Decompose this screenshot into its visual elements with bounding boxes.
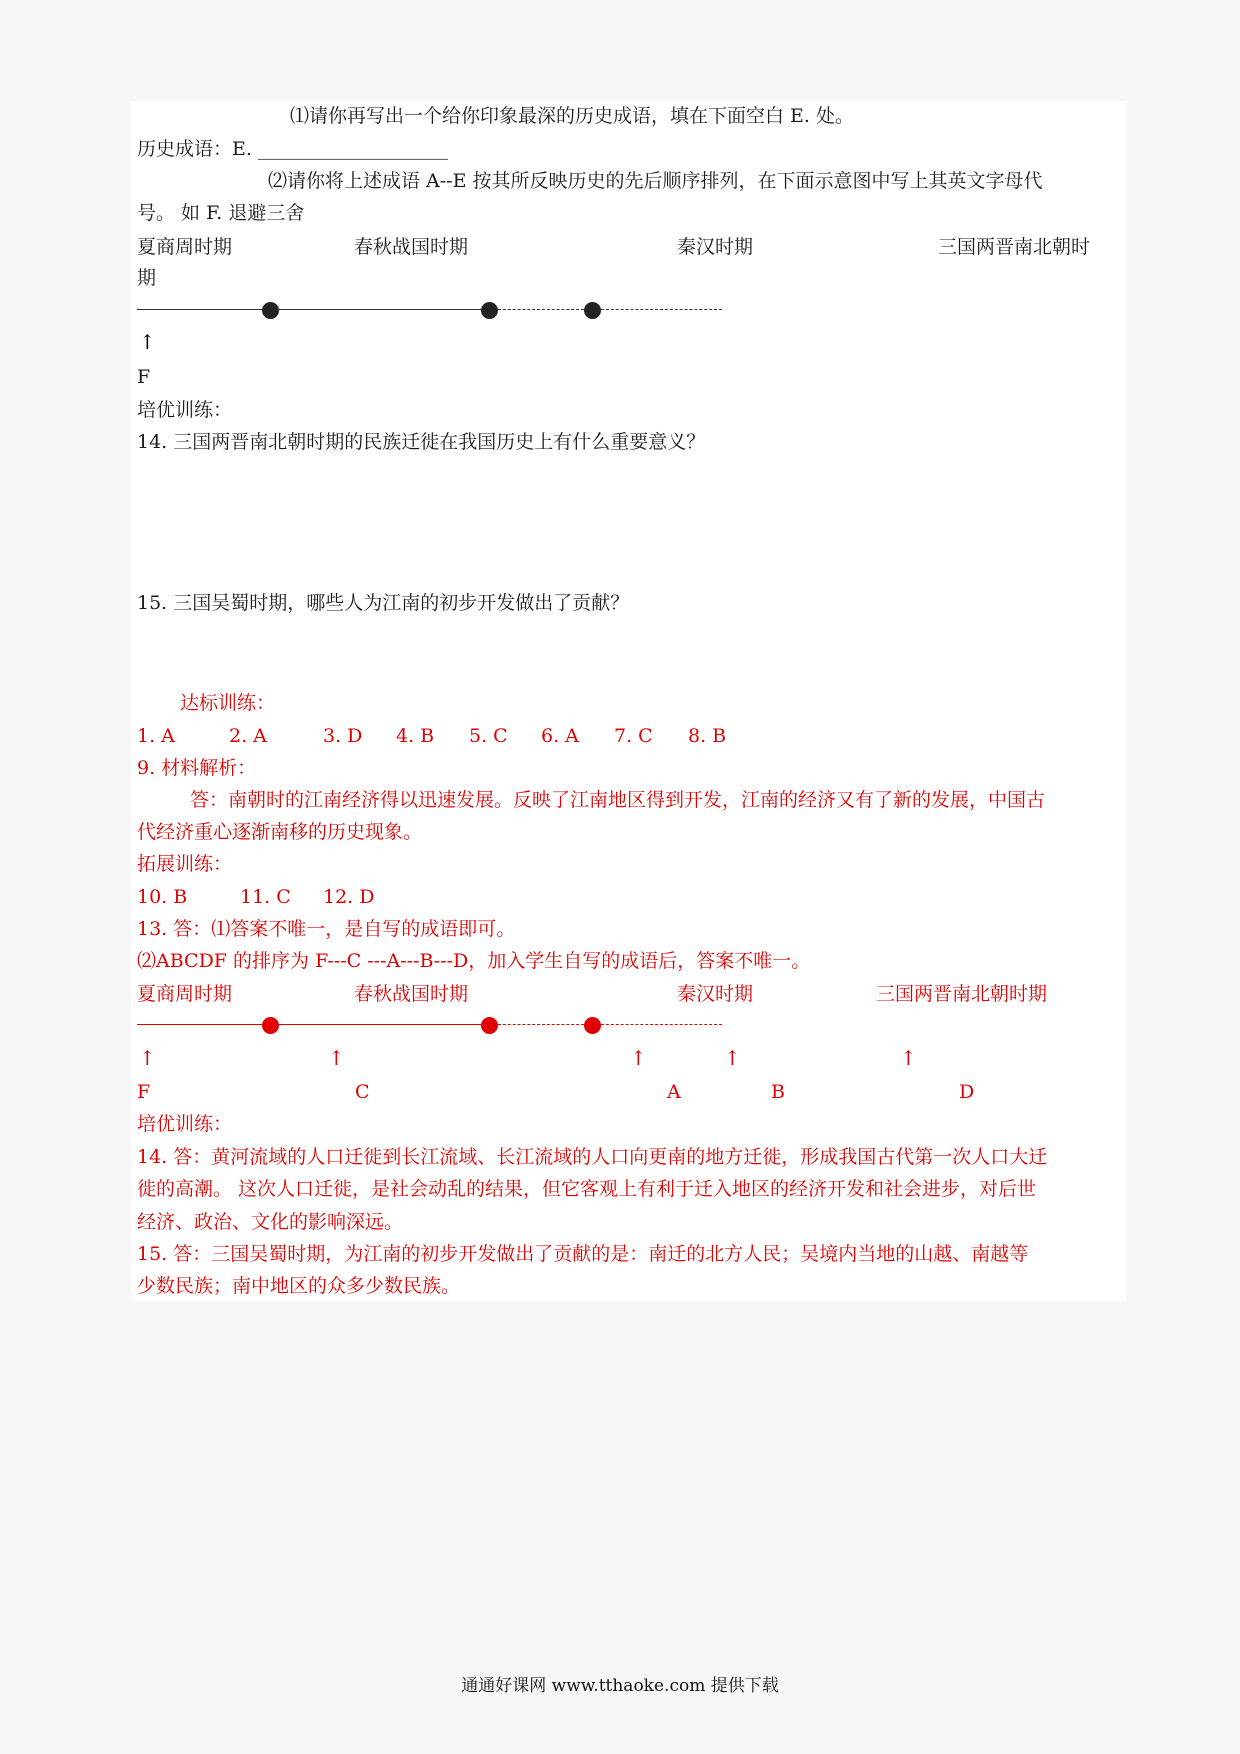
period-wrap: 期 [137,267,157,289]
timeline-segment [137,309,262,310]
mc-answer: 7. C [614,725,653,747]
answer-letter: D [959,1081,975,1103]
answer-q9-title: 9. 材料解析： [137,757,257,779]
timeline-dot [262,302,279,319]
period-sanguo: 三国两晋南北朝时 [938,236,1091,258]
mc-answer: 1. A [137,725,175,747]
mc-answer: 2. A [229,725,267,747]
arrow-up-icon: ↑ [139,1046,156,1070]
timeline-dot [481,302,498,319]
answer-tuozhan-title: 拓展训练： [137,853,233,875]
question-14: 14. 三国两晋南北朝时期的民族迁徙在我国历史上有什么重要意义？ [137,431,706,453]
answer-period-sanguo: 三国两晋南北朝时期 [876,983,1048,1005]
timeline-segment [279,309,481,310]
tuozhan-answer: 11. C [240,886,291,908]
timeline-dot [262,1017,279,1034]
q13-part2-line1: ⑵请你将上述成语 A--E 按其所反映历史的先后顺序排列，在下面示意图中写上其英文字母代 [268,170,1043,192]
page-footer: 通通好课网 www.tthaoke.com 提供下载 [461,1676,779,1696]
timeline-segment [601,309,722,310]
answer-q13-line2: ⑵ABCDF 的排序为 F---C ---A---B---D，加入学生自写的成语后，答案不唯一。 [137,950,811,972]
answer-q9-line2: 代经济重心逐渐南移的历史现象。 [137,821,423,843]
answer-q14-line2: 徙的高潮。 这次人口迁徙，是社会动乱的结果，但它客观上有利于迁入地区的经济开发和社会进步，对后世 [137,1178,1037,1200]
answer-q14-line3: 经济、政治、文化的影响深远。 [137,1211,404,1233]
timeline-segment [137,1024,262,1025]
answer-peiyou-title: 培优训练： [137,1113,233,1135]
arrow-up-icon: ↑ [900,1046,917,1070]
timeline-dot [584,1017,601,1034]
mc-answer: 5. C [469,725,508,747]
letter-f: F [137,366,151,388]
answer-q15-line1: 15. 答：三国吴蜀时期，为江南的初步开发做出了贡献的是：南迁的北方人民；吴境内当地的山越、南越等 [137,1243,1029,1265]
timeline [137,298,722,322]
answer-q13-line1: 13. 答：⑴答案不唯一，是自写的成语即可。 [137,918,516,940]
q13-part1: ⑴请你再写出一个给你印象最深的历史成语，填在下面空白 E. 处。 [290,105,854,127]
answer-q14-line1: 14. 答：黄河流域的人口迁徙到长江流域、长江流域的人口向更南的地方迁徙，形成我国古代第一次人口大迁 [137,1146,1048,1168]
answer-timeline [137,1013,722,1037]
answer-q9-line1: 答：南朝时的江南经济得以迅速发展。反映了江南地区得到开发，江南的经济又有了新的发展，中国古 [190,789,1046,811]
question-15: 15. 三国吴蜀时期，哪些人为江南的初步开发做出了贡献？ [137,592,630,614]
period-chunqiu-zhanguo: 春秋战国时期 [354,236,469,258]
answer-period-chunqiu-zhanguo: 春秋战国时期 [354,983,469,1005]
answer-letter: B [771,1081,785,1103]
arrow-up-icon: ↑ [139,330,156,354]
answer-period-qin-han: 秦汉时期 [677,983,754,1005]
mc-answer: 4. B [396,725,435,747]
timeline-segment [601,1024,722,1025]
period-qin-han: 秦汉时期 [677,236,754,258]
timeline-segment [498,1024,584,1025]
period-xia-shang-zhou: 夏商周时期 [137,236,233,258]
arrow-up-icon: ↑ [630,1046,647,1070]
timeline-dot [584,302,601,319]
idiom-blank: ____________________ [257,138,448,160]
mc-answer: 6. A [541,725,579,747]
idiom-label [137,137,448,161]
answer-letter: C [355,1081,370,1103]
q13-part2-line2: 号。 如 F. 退避三舍 [137,202,305,224]
idiom-label-text: 历史成语：E. [137,138,252,160]
timeline-segment [498,309,584,310]
mc-answer: 8. B [688,725,727,747]
answer-q15-line2: 少数民族；南中地区的众多少数民族。 [137,1275,461,1297]
timeline-dot [481,1017,498,1034]
tuozhan-answer: 10. B [137,886,188,908]
section-peiyou: 培优训练： [137,399,233,421]
arrow-up-icon: ↑ [724,1046,741,1070]
tuozhan-answer: 12. D [323,886,375,908]
document-page [131,101,1126,1301]
mc-answer: 3. D [323,725,363,747]
answer-dabiao-title: 达标训练： [180,692,276,714]
answer-period-xia-shang-zhou: 夏商周时期 [137,983,233,1005]
timeline-segment [279,1024,481,1025]
answer-letter: F [137,1081,151,1103]
answer-letter: A [667,1081,681,1103]
arrow-up-icon: ↑ [328,1046,345,1070]
